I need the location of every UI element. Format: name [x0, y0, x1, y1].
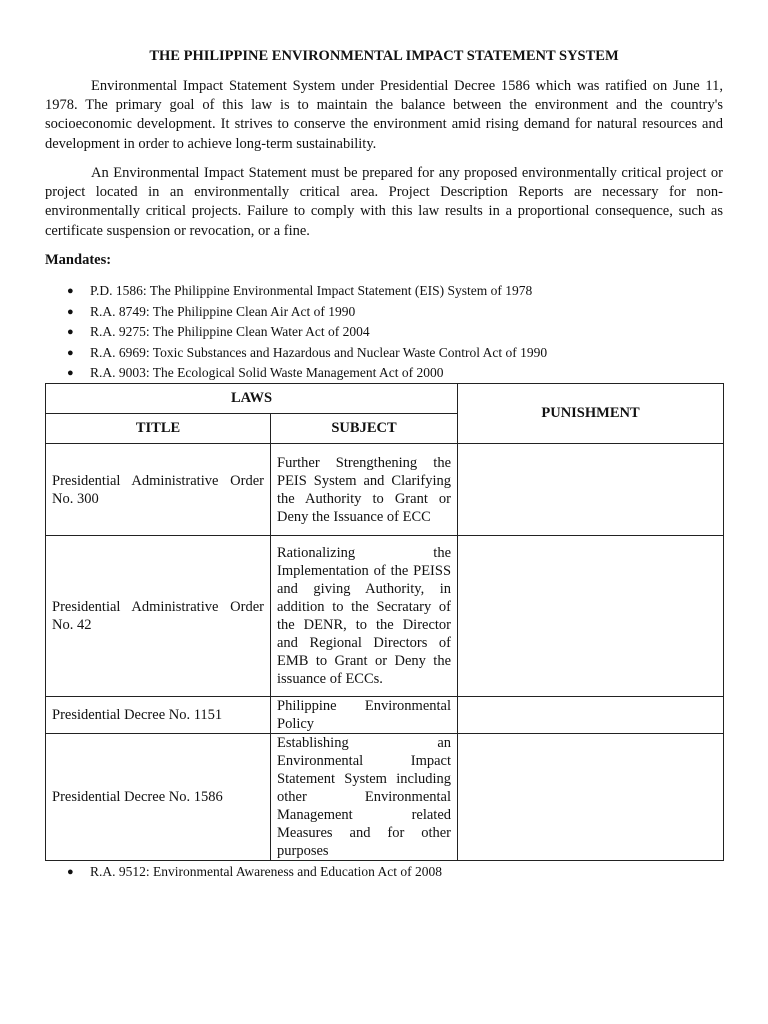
mandate-text: R.A. 9003: The Ecological Solid Waste Management Act of 2000 — [90, 365, 444, 380]
mandates-heading: Mandates: — [45, 252, 112, 268]
table-row — [46, 444, 724, 536]
mandate-text: R.A. 9275: The Philippine Clean Water Act of 2004 — [90, 324, 370, 339]
punishment-cell — [458, 444, 724, 536]
mandate-text: R.A. 8749: The Philippine Clean Air Act of 1990 — [90, 303, 356, 319]
list-item — [45, 322, 547, 343]
table-row — [46, 734, 724, 861]
law-subject-cell: Rationalizing the Implementation of the PEISS and giving Authority, in addition to the Secratary of the DENR, to the Director and Regional Directors of EMB to Grant or Deny the issuance of ECCs. — [271, 536, 458, 697]
subject-header: SUBJECT — [271, 414, 458, 444]
table-row — [46, 697, 724, 734]
list-item — [45, 302, 547, 323]
bullet-icon: ● — [67, 326, 74, 338]
law-title-cell: Presidential Decree No. 1586 — [46, 734, 271, 861]
laws-table — [45, 383, 724, 861]
laws-header: LAWS — [46, 384, 458, 414]
title-header: TITLE — [46, 414, 271, 444]
list-item — [45, 363, 547, 384]
bullet-icon: ● — [67, 866, 74, 878]
law-subject-cell: Further Strengthening the PEIS System and Clarifying the Authority to Grant or Deny the Issuance of ECC — [271, 444, 458, 536]
document-title: THE PHILIPPINE ENVIRONMENTAL IMPACT STATEMENT SYSTEM — [149, 48, 619, 64]
bullet-icon: ● — [67, 285, 74, 297]
list-item — [45, 343, 547, 364]
punishment-header: PUNISHMENT — [458, 384, 724, 444]
law-title-cell: Presidential Administrative Order No. 42 — [46, 536, 271, 697]
bullet-icon: ● — [67, 346, 74, 359]
mandates-list — [45, 281, 547, 384]
bullet-icon: ● — [67, 367, 74, 379]
list-item — [45, 281, 547, 302]
table-row — [46, 536, 724, 697]
mandate-text: P.D. 1586: The Philippine Environmental Impact Statement (EIS) System of 1978 — [90, 283, 533, 298]
law-subject-cell: Philippine Environmental Policy — [271, 697, 458, 734]
eis-requirement-paragraph: An Environmental Impact Statement must be prepared for any proposed environmentally critical project or project located in an environmentally critical area. Project Description Reports are necessary for non-environmentally critical projects. Failure to comply with this law results in a proportional consequence, such as certificate suspension or revocation, or a fine. — [45, 165, 723, 239]
additional-mandates-list — [45, 862, 442, 882]
intro-paragraph: Environmental Impact Statement System under Presidential Decree 1586 which was ratified on June 11, 1978. The primary goal of this law is to maintain the balance between the environment and the country's socioeconomic development. It strives to conserve the environment amid rising demand for natural resources and development in order to achieve long-term sustainability. — [45, 78, 723, 152]
punishment-cell — [458, 697, 724, 734]
law-title-cell: Presidential Administrative Order No. 300 — [46, 444, 271, 536]
mandate-text: R.A. 6969: Toxic Substances and Hazardous and Nuclear Waste Control Act of 1990 — [90, 344, 548, 360]
bullet-icon: ● — [67, 305, 74, 318]
mandate-text: R.A. 9512: Environmental Awareness and Education Act of 2008 — [90, 864, 442, 879]
law-subject-cell: Establishing an Environmental Impact Statement System including other Environmental Management related Measures and for other purposes — [271, 734, 458, 861]
punishment-cell — [458, 536, 724, 697]
law-title-cell: Presidential Decree No. 1151 — [46, 697, 271, 734]
list-item — [45, 862, 442, 882]
punishment-cell — [458, 734, 724, 861]
